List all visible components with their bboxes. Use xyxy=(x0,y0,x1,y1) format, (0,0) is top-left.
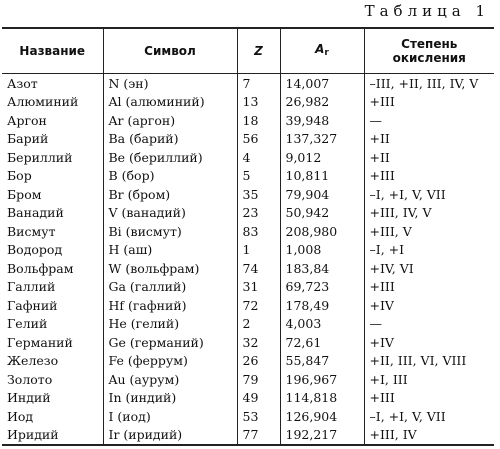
cell-symbol: V (ванадий) xyxy=(103,204,237,223)
cell-atomic-mass: 196,967 xyxy=(280,370,364,389)
cell-atomic-mass: 55,847 xyxy=(280,352,364,371)
cell-z: 83 xyxy=(237,222,280,241)
cell-oxidation: –I, +I, V, VII xyxy=(364,407,494,426)
cell-name: Водород xyxy=(7,242,63,258)
table-row xyxy=(2,333,494,352)
cell-name: Барий xyxy=(7,131,49,147)
cell-z: 31 xyxy=(237,278,280,297)
table-caption: Таблица 1 xyxy=(364,2,490,20)
table-row xyxy=(2,370,494,389)
cell-atomic-mass: 9,012 xyxy=(280,148,364,167)
table-row xyxy=(2,296,494,315)
cell-name: Аргон xyxy=(7,112,47,128)
cell-name: Иридий xyxy=(7,427,59,443)
cell-atomic-mass: 50,942 xyxy=(280,204,364,223)
cell-atomic-mass: 26,982 xyxy=(280,93,364,112)
table-row xyxy=(2,111,494,130)
cell-name: Галлий xyxy=(7,279,56,295)
table-row xyxy=(2,93,494,112)
cell-oxidation: +III, V xyxy=(364,222,494,241)
cell-atomic-mass: 4,003 xyxy=(280,315,364,334)
cell-z: 79 xyxy=(237,370,280,389)
cell-z: 7 xyxy=(237,74,280,93)
cell-symbol: B (бор) xyxy=(103,167,237,186)
table-row xyxy=(2,167,494,186)
cell-symbol: I (иод) xyxy=(103,407,237,426)
cell-z: 4 xyxy=(237,148,280,167)
header-atomic-mass-main: A xyxy=(315,42,325,56)
table-row xyxy=(2,407,494,426)
table-row xyxy=(2,352,494,371)
header-row xyxy=(2,28,494,74)
header-oxidation-line2: окисления xyxy=(392,51,466,65)
cell-atomic-mass: 137,327 xyxy=(280,130,364,149)
table-row xyxy=(2,426,494,446)
cell-z: 77 xyxy=(237,426,280,446)
cell-oxidation: — xyxy=(364,315,494,334)
cell-symbol: Hf (гафний) xyxy=(103,296,237,315)
cell-atomic-mass: 14,007 xyxy=(280,74,364,93)
cell-name: Германий xyxy=(7,334,73,350)
header-atomic-mass xyxy=(280,28,364,74)
cell-symbol: Ge (германий) xyxy=(103,333,237,352)
cell-name: Иод xyxy=(7,408,34,424)
cell-name: Золото xyxy=(7,371,53,387)
cell-oxidation: +II xyxy=(364,130,494,149)
header-oxidation xyxy=(364,28,494,74)
cell-oxidation: +III, IV, V xyxy=(364,204,494,223)
cell-oxidation: +II xyxy=(364,148,494,167)
cell-oxidation: +III xyxy=(364,278,494,297)
cell-z: 35 xyxy=(237,185,280,204)
elements-table xyxy=(2,27,494,446)
cell-symbol: Bi (висмут) xyxy=(103,222,237,241)
cell-atomic-mass: 183,84 xyxy=(280,259,364,278)
table-row xyxy=(2,148,494,167)
cell-symbol: Al (алюминий) xyxy=(103,93,237,112)
cell-z: 56 xyxy=(237,130,280,149)
cell-atomic-mass: 39,948 xyxy=(280,111,364,130)
cell-name: Ванадий xyxy=(7,205,64,221)
cell-z: 53 xyxy=(237,407,280,426)
cell-name: Гелий xyxy=(7,316,48,332)
cell-atomic-mass: 192,217 xyxy=(280,426,364,446)
table-row xyxy=(2,204,494,223)
cell-atomic-mass: 1,008 xyxy=(280,241,364,260)
header-symbol: Символ xyxy=(103,28,237,74)
cell-name: Индий xyxy=(7,390,51,406)
cell-name: Гафний xyxy=(7,297,58,313)
cell-z: 32 xyxy=(237,333,280,352)
cell-atomic-mass: 178,49 xyxy=(280,296,364,315)
cell-symbol: Au (аурум) xyxy=(103,370,237,389)
cell-z: 5 xyxy=(237,167,280,186)
table-row xyxy=(2,74,494,93)
table-row xyxy=(2,130,494,149)
cell-atomic-mass: 72,61 xyxy=(280,333,364,352)
cell-atomic-mass: 79,904 xyxy=(280,185,364,204)
cell-z: 13 xyxy=(237,93,280,112)
cell-oxidation: –I, +I, V, VII xyxy=(364,185,494,204)
cell-symbol: Ir (иридий) xyxy=(103,426,237,446)
table-body xyxy=(2,74,494,446)
cell-z: 2 xyxy=(237,315,280,334)
cell-name: Азот xyxy=(7,75,38,91)
cell-symbol: Ga (галлий) xyxy=(103,278,237,297)
cell-name: Бериллий xyxy=(7,149,73,165)
header-name: Название xyxy=(2,28,103,74)
cell-oxidation: –III, +II, III, IV, V xyxy=(364,74,494,93)
cell-atomic-mass: 208,980 xyxy=(280,222,364,241)
cell-oxidation: +IV xyxy=(364,333,494,352)
table-row xyxy=(2,315,494,334)
cell-oxidation: +III xyxy=(364,167,494,186)
cell-oxidation: — xyxy=(364,111,494,130)
cell-z: 1 xyxy=(237,241,280,260)
cell-symbol: Be (бериллий) xyxy=(103,148,237,167)
cell-symbol: In (индий) xyxy=(103,389,237,408)
cell-oxidation: –I, +I xyxy=(364,241,494,260)
cell-oxidation: +III, IV xyxy=(364,426,494,446)
cell-symbol: Ar (аргон) xyxy=(103,111,237,130)
table-row xyxy=(2,222,494,241)
cell-name: Вольфрам xyxy=(7,260,74,276)
cell-z: 72 xyxy=(237,296,280,315)
cell-atomic-mass: 126,904 xyxy=(280,407,364,426)
cell-z: 26 xyxy=(237,352,280,371)
cell-oxidation: +III xyxy=(364,93,494,112)
table-row xyxy=(2,185,494,204)
cell-name: Алюминий xyxy=(7,94,79,110)
cell-name: Висмут xyxy=(7,223,56,239)
cell-z: 74 xyxy=(237,259,280,278)
cell-name: Бор xyxy=(7,168,32,184)
cell-oxidation: +III xyxy=(364,389,494,408)
cell-symbol: W (вольфрам) xyxy=(103,259,237,278)
cell-z: 18 xyxy=(237,111,280,130)
cell-oxidation: +I, III xyxy=(364,370,494,389)
header-oxidation-line1: Степень xyxy=(401,37,458,51)
cell-symbol: Br (бром) xyxy=(103,185,237,204)
cell-symbol: N (эн) xyxy=(103,74,237,93)
cell-z: 23 xyxy=(237,204,280,223)
cell-symbol: He (гелий) xyxy=(103,315,237,334)
cell-z: 49 xyxy=(237,389,280,408)
cell-atomic-mass: 114,818 xyxy=(280,389,364,408)
cell-oxidation: +II, III, VI, VIII xyxy=(364,352,494,371)
table-row xyxy=(2,389,494,408)
cell-atomic-mass: 10,811 xyxy=(280,167,364,186)
cell-symbol: Ba (барий) xyxy=(103,130,237,149)
table-row xyxy=(2,278,494,297)
header-atomic-mass-sub: r xyxy=(324,48,329,58)
cell-name: Железо xyxy=(7,353,59,369)
cell-symbol: Fe (феррум) xyxy=(103,352,237,371)
table-row xyxy=(2,259,494,278)
cell-oxidation: +IV, VI xyxy=(364,259,494,278)
header-z: Z xyxy=(237,28,280,74)
table-row xyxy=(2,241,494,260)
cell-oxidation: +IV xyxy=(364,296,494,315)
table-header xyxy=(2,28,494,74)
cell-name: Бром xyxy=(7,186,42,202)
cell-atomic-mass: 69,723 xyxy=(280,278,364,297)
cell-symbol: H (аш) xyxy=(103,241,237,260)
